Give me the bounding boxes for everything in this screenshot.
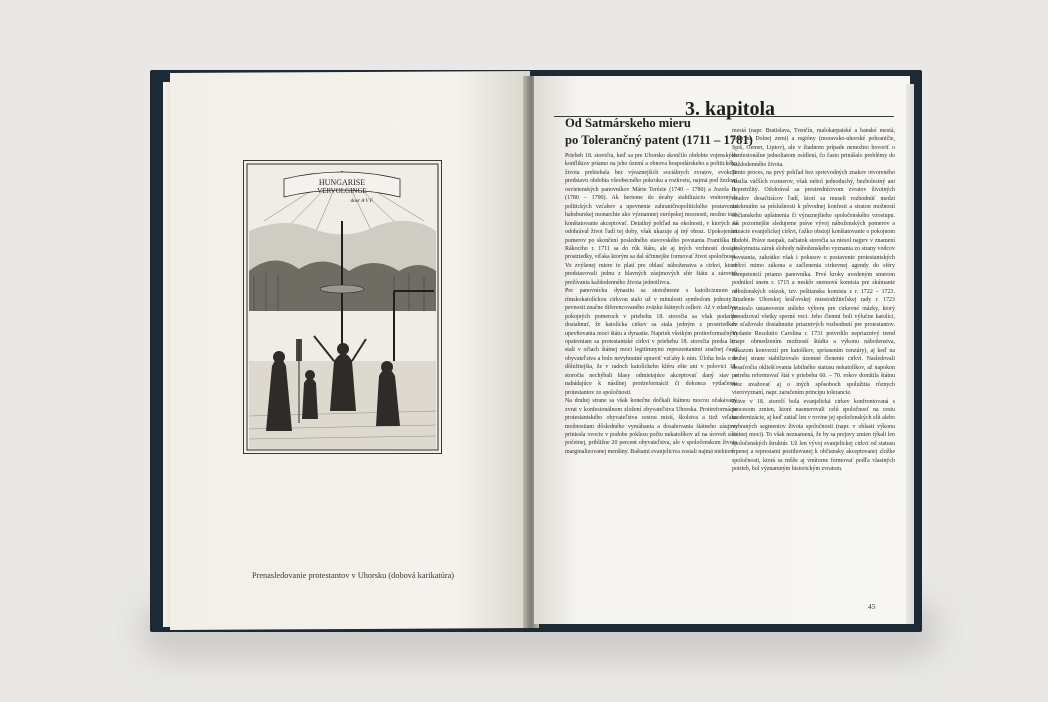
- section-title-line-2: po Tolerančný patent (1711 – 1781): [565, 133, 753, 147]
- banner-text-2: VERVOLGINGE: [317, 187, 367, 195]
- text-column-right: mestá (napr. Bratislava, Trenčín, malokarpatské a banské mestá, sídla na Dolnej zemi) a regióny (moravsko-uhorské pohraničie, Spiš, Gemer, Liptov), ale v žiadnom prípade nemožno hovoriť o konfesionálne jednoliatom osídlení, čo často prinášalo problémy do každodenného života. Tento proces, na prvý pohľad bez sprievodných znakov otvoreného násilia väčších rozmerov, však nebol jednoduchý, bezbolestný ani nepretržitý. Odohrával sa prostredníctvom zvratov životných osudov desaťtisícov ľudí, ktorí sa museli rozhodnúť medzi zrieknutím sa príslušnosti k pôvodnej konfesii a stratou možností občianskeho uplatnenia či výraznejšieho spoločenského vzostupu. Ak pozornejšie sledujeme práve vývoj náboženských pomerov a situácie evanjelickej cirkvi, ťažko obstojí konštatovanie o pokojnom období. Práve naopak, začiatok storočia sa niesol najprv v znamení poskytnutia záruk slobody náboženského vyznania zo strany vodcov povstania, zakrátko však i pokusov o postavenie protestantských cirkví mimo zákona a začlenenia cirkevnej agendy do sféry kompetencií priamo panovníka. Prvé kroky uvedeným smerom podnikol snem r. 1715 a neskôr snemová komisia pre skúmanie náboženských otázok, tzv. peštianska komisia z r. 1722 – 1723. Zriadenie Uhorskej kráľovskej miestodržiteľskej rady r. 1723 prinieslo ustanovenie stáleho výboru pre cirkevné otázky, ktorý posudzoval všetky sporné veci. Jeho členmi boli výlučne katolíci, čo sťažovalo dosiahnutie priaznivých rozhodnutí pre protestantov. Vydanie Resolutio Carolina r. 1731 potvrdilo nepriaznivý trend (napr. obmedzením možností štúdia a výkonu náboženstva, zákazom konverzií pre katolíkov, sprísnením cenzúry), aj keď na druhej strane stabilizovalo územné členenie cirkvi. Nasledovali desaťročia okliešťovania labilného statusu nekatolíkov, až napokon potreba reformovať štát v priebehu 60. – 70. rokov donútila štátnu moc uvažovať aj o iných spôsoboch spolužitia rôznych vierovyznaní, napr. zaručením princípu tolerancie. Práve v 18. storočí bola evanjelická cirkev konfrontovaná s procesom zmien, ktoré nasmerovali celú spoločnosť na cestu modernizácie, aj keď zatiaľ len v rovine jej spoločenských elít alebo vybraných segmentov života spoločnosti (napr. v oblasti výkonu štátnej moci). To však neznamená, že by sa prejavy zmien týkali len spoločenských štruktúr. Už len vývoj evanjelickej cirkvi od statusu trpenej a represiami postihovanej k občiansky akceptovanej zložke spoločnosti, ktorá sa môže aj vnútorne formovať podľa vlastných potrieb, bol významným historickým zvratom.: [732, 128, 895, 473]
- page-number: 45: [868, 602, 876, 611]
- chapter-heading: 3. kapitola: [685, 98, 776, 120]
- section-title-line-1: Od Satmárskeho mieru: [565, 116, 691, 130]
- engraving-drawing: [244, 161, 441, 453]
- right-page-edges: [906, 84, 914, 624]
- banner-text-1: HUNGARISE: [318, 178, 366, 187]
- banner-text-3: door A V F.: [350, 199, 374, 204]
- engraving-illustration: [243, 160, 442, 454]
- text-column-left: Priebeh 18. storočia, keď sa pre Uhorsko skončilo obdobie vojenských konfliktov priamo na jeho území a obnova hospodárskeho a politického života prebiehala bez výraznejších sociálnych zvratov, evokuje predstavu obdobia všeobecného pokroku a rozkvetu, najmä pod žezlom osvietenských panovníkov Márie Terézie (1740 – 1780) a Jozefa II. (1780 – 1790). Ak berieme do úvahy stabilizáciu vnútorných politických vzťahov a upevnenie zahraničnopolitického postavenia habsburskej monarchie ako významnej európskej mocnosti, možno toto konštatovanie akceptovať. Detailný pohľad na okolnosti, v ktorých sa odohrával život ľudí tej doby, však ukazuje aj iný obraz. Upokojením pomerov po skončení posledného stavovského povstania Františka II. Rákociho r. 1711 sa do rúk štátu, ale aj iných vrchností dostali prostriedky, vďaka ktorým sa dal účinnejšie formovať život spoločnosti. Vo zvýšenej miere to platí pre oblasť náboženstva a cirkvi, ktoré predstavovali jednu z hlavných záujmových sfér štátu a zároveň prežívania každodenného života jednotlivca. Pre panovnícku dynastiu sa stotožnenie s katolicizmom a rímskokatolíckou cirkvou stalo už v minulosti symbolom jednoty a pevnosti značne diferencovaného zväzku štátnych celkov. Až v zdanlivo pokojných pomeroch v priebehu 18. storočia sa však podarilo dosiahnuť, že katolícka cirkev sa stala jedným z prostriedkov upevňovania moci štátu a dynastie. Napriek všetkým protireformačným opatreniam sa protestantské cirkvi v priebehu 18. storočia predsa len stali v očiach štátnej moci legitímnymi reprezentantmi značnej časti obyvateľstva a bolo nevyhnutné upraviť vzťahy k nim. Úloha bola o to dôležitejšia, že v radoch katolíckeho kléru ešte ani v polovici 18. storočia nechýbali hlasy odmietajúce akceptovať daný stav a nabádajúce k násilnej protireformácii či dokonca vytlačeniu protestantov zo spoločnosti. Na druhej strane sa však konečne dočkali štátnou mocou očakávaný zvrat v konfesionálnom zložení obyvateľstva Uhorska. Protireformácia protestantského obyvateľstva cestou misií, školstva a tiež vďaka možnostiam dôsledného vymáhania a dosahovania štátneho záujmu priniesla ovocie v podobe poklesu počtu nekatolíkov až na úroveň síce početnej, približne 20 percent obyvateľstva, ale v spoločenskom živote marginalizovanej menšiny. Baštami evanjelictva zostali najmä niektoré: [565, 153, 737, 455]
- illustration-caption: Prenasledovanie protestantov v Uhorsku (dobová karikatúra): [252, 571, 455, 580]
